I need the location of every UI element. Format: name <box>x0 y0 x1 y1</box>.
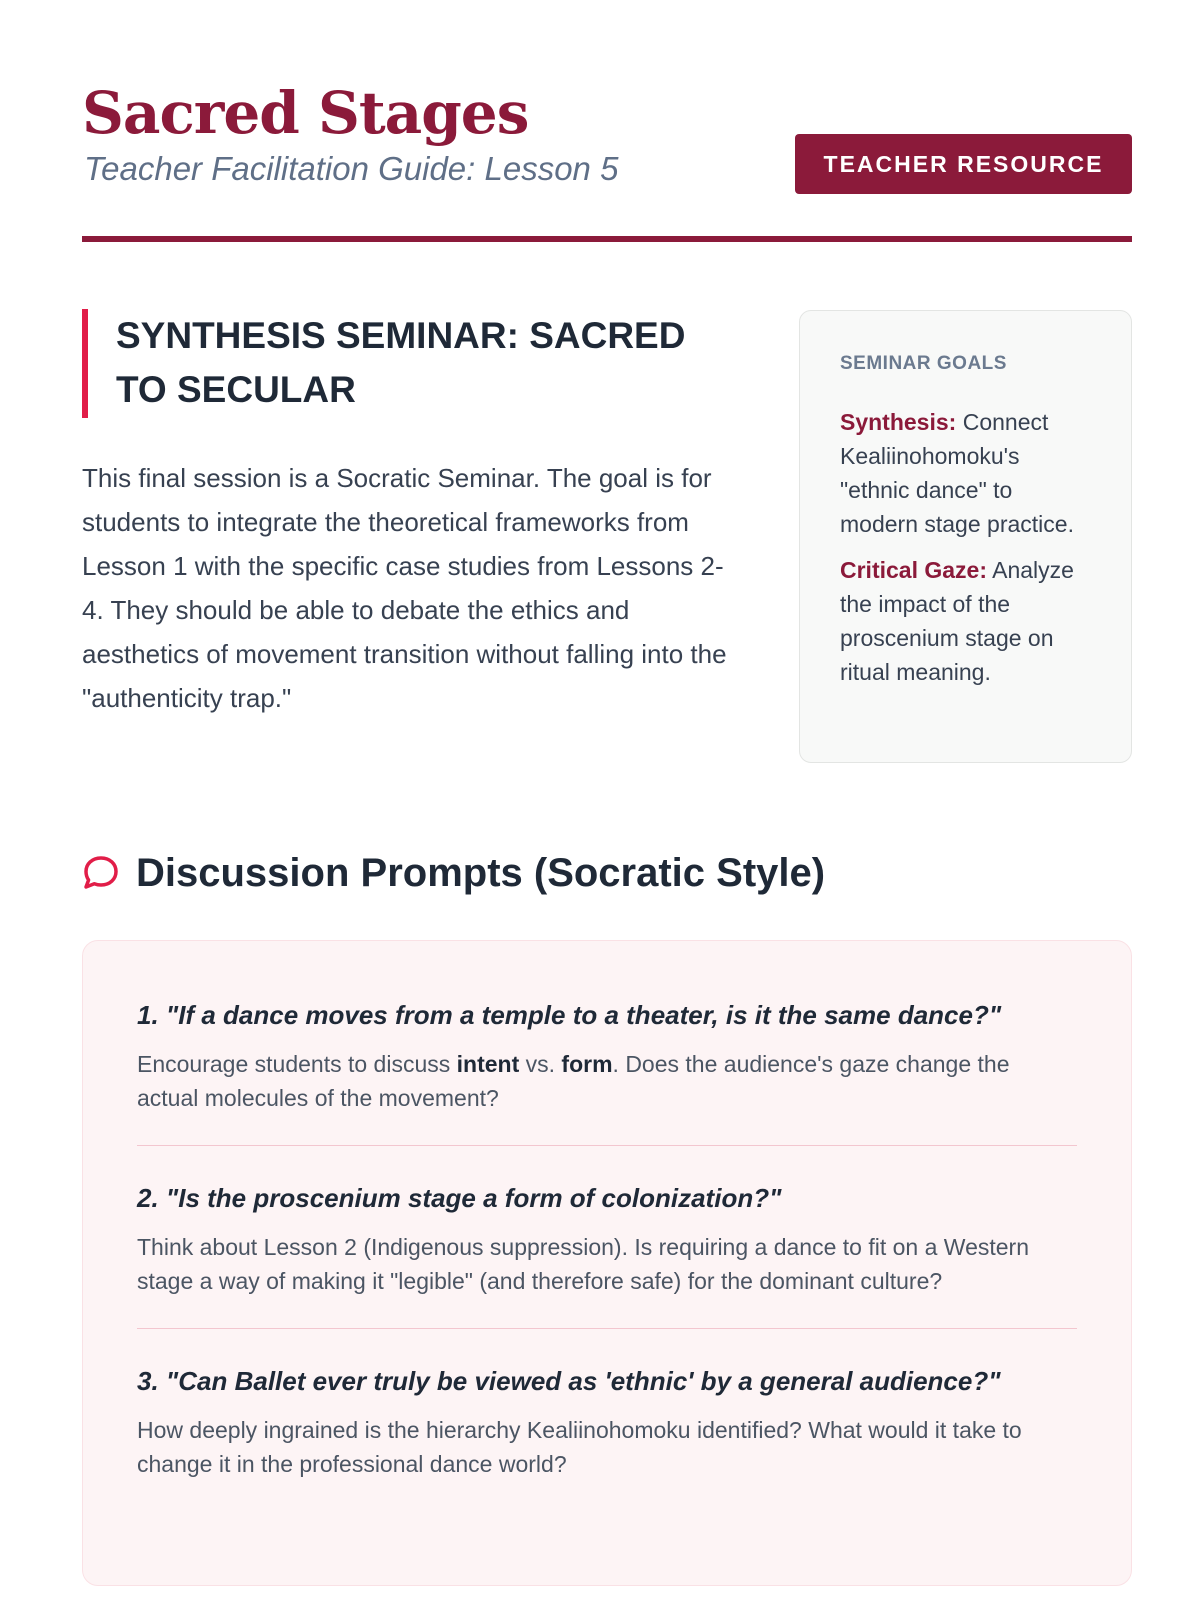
goal-item <box>840 405 1091 541</box>
section-title: SYNTHESIS SEMINAR: SACRED TO SECULAR <box>116 315 686 410</box>
prompt-question: 1. "If a dance moves from a temple to a theater, is it the same dance?" <box>137 1000 1002 1030</box>
goals-heading: SEMINAR GOALS <box>840 353 1007 374</box>
seminar-goals-card <box>799 310 1132 763</box>
prompt-item <box>137 997 1077 1146</box>
guidance-emphasis: form <box>561 1051 613 1077</box>
header-divider <box>82 236 1132 242</box>
intro-paragraph: This final session is a Socratic Seminar. The goal is for students to integrate the theoretical frameworks from Lesson 1 with the specific case studies from Lessons 2-4. They should be able to debate the ethics and aesthetics of movement transition without falling into the "authenticity trap." <box>82 463 727 713</box>
prompt-question: 2. "Is the proscenium stage a form of colonization?" <box>137 1183 782 1213</box>
page <box>82 0 1132 1600</box>
goal-text: Analyze the impact of the proscenium stage on ritual meaning. <box>840 557 1074 685</box>
goal-label: Critical Gaze: <box>840 557 987 583</box>
discussion-heading-row <box>82 848 825 898</box>
prompt-item <box>137 1363 1077 1481</box>
goal-label: Synthesis: <box>840 409 957 435</box>
guidance-emphasis: intent <box>456 1051 520 1077</box>
discussion-prompts-card <box>82 940 1132 1586</box>
goal-item <box>840 553 1091 689</box>
prompt-question: 3. "Can Ballet ever truly be viewed as 'ethnic' by a general audience?" <box>137 1366 1001 1396</box>
page-subtitle: Teacher Facilitation Guide: Lesson 5 <box>84 150 619 187</box>
teacher-resource-badge: TEACHER RESOURCE <box>795 134 1132 194</box>
prompt-guidance <box>137 1047 1077 1115</box>
discussion-heading: Discussion Prompts (Socratic Style) <box>136 850 826 895</box>
prompt-item <box>137 1180 1077 1329</box>
section-title-block <box>82 309 748 418</box>
guidance-text: Encourage students to discuss <box>137 1051 457 1077</box>
prompt-guidance: How deeply ingrained is the hierarchy Kealiinohomoku identified? What would it take to change it in the professional dance world? <box>137 1417 1022 1477</box>
chat-bubble-icon <box>82 854 120 892</box>
guidance-text: vs. <box>519 1051 562 1077</box>
prompt-guidance: Think about Lesson 2 (Indigenous suppression). Is requiring a dance to fit on a Western stage a way of making it "legible" (and therefore safe) for the dominant culture? <box>137 1234 1029 1294</box>
goal-text: Connect Kealiinohomoku's "ethnic dance" to modern stage practice. <box>840 409 1074 537</box>
guidance-text: . Does the audience's gaze change the actual molecules of the movement? <box>137 1051 1010 1111</box>
brand-title: Sacred Stages <box>82 79 529 147</box>
